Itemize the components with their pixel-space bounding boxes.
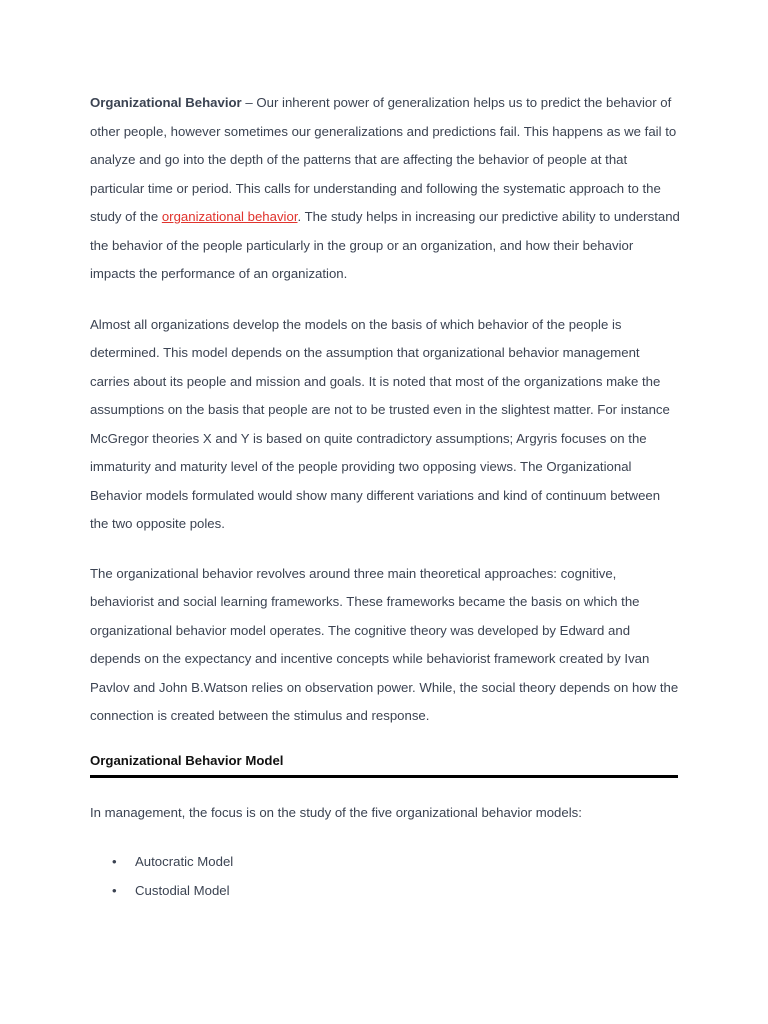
paragraph-intro-organizational-behavior [90, 89, 680, 289]
list-item [90, 847, 680, 876]
list-item-label: Custodial Model [135, 883, 230, 898]
lead-term: Organizational Behavior [90, 95, 242, 110]
section-heading: Organizational Behavior Model [90, 751, 678, 778]
paragraph-text: – Our inherent power of generalization helps us to predict the behavior of other people, however sometimes our generalizations and predictions fail. This happens as we fail to analyze and go into the depth of the patterns that are affecting the behavior of people at that particular time or period. This calls for understanding and following the systematic approach to the study of the [90, 95, 677, 224]
list-item-label: Autocratic Model [135, 854, 234, 869]
models-intro: In management, the focus is on the study of the five organizational behavior models: [90, 804, 582, 820]
bullet-icon: • [112, 883, 117, 898]
models-list [90, 847, 680, 905]
document-page [90, 89, 680, 905]
paragraph-models-assumptions: Almost all organizations develop the models on the basis of which behavior of the people is determined. This model depends on the assumption that organizational behavior management carries about its people and mission and goals. It is noted that most of the organizations make the assumptions on the basis that people are not to be trusted even in the slightest matter. For instance McGregor theories X and Y is based on quite contradictory assumptions; Argyris focuses on the immaturity and maturity level of the people providing two opposing views. The Organizational Behavior models formulated would show many different variations and kind of continuum between the two opposite poles. [90, 316, 670, 531]
paragraph-theoretical-approaches: The organizational behavior revolves around three main theoretical approaches: cognitive, behaviorist and social learning frameworks. These frameworks became the basis on which the organizational behavior model operates. The cognitive theory was developed by Edward and depends on the expectancy and incentive concepts while behaviorist framework created by Ivan Pavlov and John B.Watson relies on observation power. While, the social theory depends on how the connection is created between the stimulus and response. [90, 565, 679, 723]
paragraph-text: . The study helps in increasing our predictive ability to understand the behavior of the people particularly in the group or an organization, and how their behavior impacts the performance of an organization. [90, 209, 680, 281]
organizational-behavior-link[interactable]: organizational behavior [161, 209, 298, 224]
bullet-icon: • [112, 854, 117, 869]
list-item [90, 876, 680, 905]
